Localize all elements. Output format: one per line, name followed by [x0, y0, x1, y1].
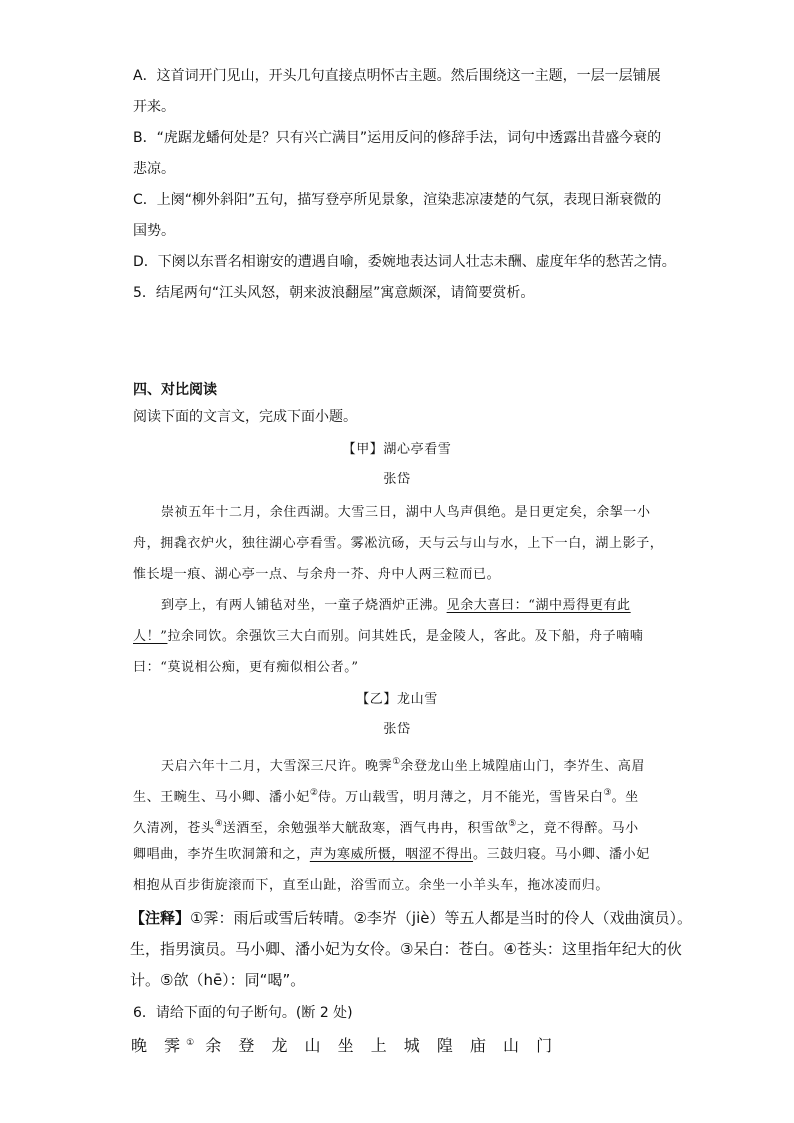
text-yi-l2b: 侍。万山载雪，明月薄之，月不能光，雪皆呆白 — [317, 790, 604, 805]
sentence-part-b: 余 登 龙 山 坐 上 城 隍 庙 山 门 — [205, 1036, 559, 1055]
text-yi-line1 — [161, 752, 664, 777]
text-jia-p2-pre: 到亭上，有两人铺毡对坐，一童子烧酒炉正沸。 — [161, 598, 447, 613]
option-a-line1: A．这首词开门见山，开头几句直接点明怀古主题。然后围绕这一主题，一层一层铺展 — [133, 68, 661, 84]
text-jia-p2-post: 拉余同饮。余强饮三大白而别。问其姓氏，是金陵人，客此。及下船，舟子喃喃 — [167, 629, 644, 644]
sentence-part-a: 晚 霁 — [131, 1036, 187, 1055]
footnote-mark-1: ① — [392, 757, 401, 767]
text-yi-line4 — [133, 845, 664, 865]
text-jia-p1-line1: 崇祯五年十二月，余住西湖。大雪三日，湖中人鸟声俱绝。是日更定矣，余挐一小 — [161, 505, 651, 520]
text-jia-p1-line2: 舟，拥毳衣炉火，独往湖心亭看雪。雾凇沆砀，天与云与山与水，上下一白，湖上影子， — [133, 536, 664, 551]
option-b-line2: 悲凉。 — [133, 161, 175, 177]
text-jia-p1-line3: 惟长堤一痕、湖心亭一点、与余舟一芥、舟中人两三粒而已。 — [133, 567, 501, 582]
option-c-line1: C．上阕“柳外斜阳”五句，描写登亭所见景象，渲染悲凉凄楚的气氛，表现日渐衰微的 — [133, 192, 662, 208]
footnote-mark-5: ⑤ — [508, 819, 517, 829]
text-yi-l1a: 天启六年十二月，大雪深三尺许。晚霁 — [161, 759, 393, 774]
text-yi-line5: 相抱从百步街旋滚而下，直至山趾，浴雪而立。余坐一小羊头车，拖冰凌而归。 — [133, 878, 610, 893]
text-jia-title: 【甲】湖心亭看雪 — [342, 442, 452, 457]
option-a-line2: 开来。 — [133, 99, 175, 115]
text-yi-author: 张岱 — [383, 722, 411, 737]
question-6: 6．请给下面的句子断句。(断 2 处) — [133, 1005, 353, 1021]
text-yi-title: 【乙】龙山雪 — [356, 692, 438, 707]
text-jia-p2-line1 — [161, 596, 664, 616]
notes-line2: 生，指男演员。马小卿、潘小妃为女伶。③呆白：苍白。④苍头：这里指年纪大的伙 — [130, 940, 682, 958]
text-yi-l3c: 之，竟不得醉。马小 — [516, 821, 639, 836]
section-title: 四、对比阅读 — [133, 382, 217, 398]
option-d-line1: D．下阕以东晋名相谢安的遭遇自喻，委婉地表达词人壮志未酬、虚度年华的愁苦之情。 — [133, 254, 676, 270]
text-jia-p2-line2 — [133, 627, 664, 647]
notes-line3: 计。⑤欱（hē）：同“喝”。 — [130, 971, 306, 989]
sentence-footnote-mark: ① — [186, 1038, 195, 1048]
text-yi-l3b: 送酒至，余勉强举大觥敌寒，酒气冉冉，积雪欱 — [222, 821, 509, 836]
text-yi-l3a: 久清冽，苍头 — [133, 821, 215, 836]
text-yi-line2 — [133, 783, 664, 808]
footnote-mark-4: ④ — [214, 819, 223, 829]
option-c-line2: 国势。 — [133, 223, 175, 239]
text-yi-line3 — [133, 814, 664, 839]
question-6-sentence — [131, 1033, 664, 1056]
notes-text-1: ①霁：雨后或雪后转晴。②李岕（jiè）等五人都是当时的伶人（戏曲演员）。 — [190, 909, 692, 927]
text-jia-author: 张岱 — [383, 472, 411, 487]
text-jia-underlined-1: 见余大喜曰：“湖中焉得更有此 — [446, 598, 631, 613]
text-yi-l4-pre: 卿唱曲，李岕生吹洞箫和之， — [133, 847, 310, 862]
text-yi-l1b: 余登龙山坐上城隍庙山门，李岕生、高眉 — [400, 759, 646, 774]
text-jia-p2-line3: 曰：“莫说相公痴，更有痴似相公者。” — [133, 660, 359, 675]
text-yi-l2c: 。坐 — [611, 790, 639, 805]
section-instruction: 阅读下面的文言文，完成下面小题。 — [133, 409, 357, 425]
text-yi-underlined: 声为寒威所慑，咽涩不得出 — [309, 847, 474, 862]
footnote-mark-2: ② — [309, 788, 318, 798]
text-jia-underlined-2: 人！” — [133, 629, 168, 644]
footnote-mark-3: ③ — [603, 788, 612, 798]
option-b-line1: B．“虎踞龙蟠何处是？只有兴亡满目”运用反问的修辞手法，词句中透露出昔盛今衰的 — [133, 130, 662, 146]
text-yi-l4-post: 。三鼓归寝。马小卿、潘小妃 — [473, 847, 650, 862]
text-yi-l2a: 生、王畹生、马小卿、潘小妃 — [133, 790, 310, 805]
question-5: 5．结尾两句“江头风怒，朝来波浪翻屋”寓意颇深，请简要赏析。 — [133, 285, 535, 301]
notes-line1 — [130, 908, 692, 928]
notes-label: 【注释】 — [130, 909, 191, 927]
